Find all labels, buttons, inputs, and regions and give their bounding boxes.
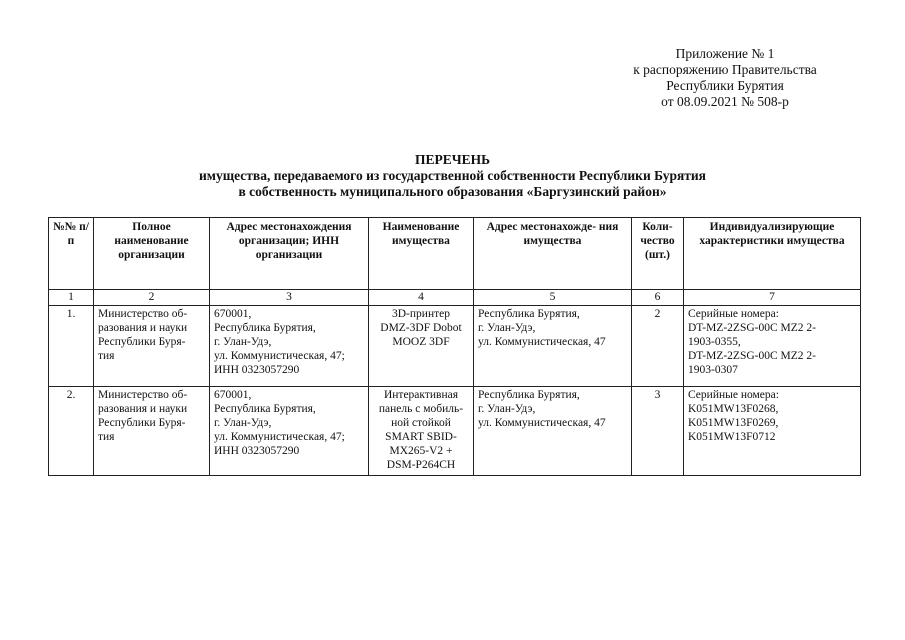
organization-cell: Министерство об- разования и науки Республики Буря- тия (94, 387, 210, 476)
header-cell-org: Полное наименование организации (94, 218, 210, 290)
quantity-cell: 2 (632, 306, 684, 387)
appendix-line: к распоряжению Правительства (633, 62, 817, 77)
appendix-line: Республики Бурятия (666, 78, 784, 93)
specs-cell: Серийные номера: K051MW13F0268, K051MW13F0269, K051MW13F0712 (684, 387, 861, 476)
item-name-cell: 3D-принтер DMZ-3DF Dobot MOOZ 3DF (369, 306, 474, 387)
organization-address-cell: 670001, Республика Бурятия, г. Улан-Удэ, ул. Коммунистическая, 47; ИНН 0323057290 (210, 306, 369, 387)
item-address-cell: Республика Бурятия, г. Улан-Удэ, ул. Коммунистическая, 47 (474, 387, 632, 476)
row-number: 1. (49, 306, 94, 387)
header-cell-item-address: Адрес местонахожде- ния имущества (474, 218, 632, 290)
column-number-row (49, 290, 861, 306)
column-number: 6 (632, 290, 684, 306)
row-number: 2. (49, 387, 94, 476)
title-line: в собственность муниципального образования «Баргузинский район» (238, 184, 667, 199)
appendix-line: Приложение № 1 (675, 46, 775, 61)
header-row (49, 218, 861, 290)
header-cell-specs: Индивидуализирующие характеристики имущества (684, 218, 861, 290)
organization-address-cell: 670001, Республика Бурятия, г. Улан-Удэ, ул. Коммунистическая, 47; ИНН 0323057290 (210, 387, 369, 476)
appendix-line: от 08.09.2021 № 508-р (661, 94, 789, 109)
column-number: 5 (474, 290, 632, 306)
column-number: 4 (369, 290, 474, 306)
item-address-cell: Республика Бурятия, г. Улан-Удэ, ул. Коммунистическая, 47 (474, 306, 632, 387)
item-name-cell: Интерактивная панель с мобиль- ной стойкой SMART SBID- MX265-V2 + DSM-P264CH (369, 387, 474, 476)
column-number: 7 (684, 290, 861, 306)
appendix-block (560, 46, 890, 110)
column-number: 3 (210, 290, 369, 306)
column-number: 2 (94, 290, 210, 306)
title-heading: ПЕРЕЧЕНЬ (414, 152, 491, 167)
header-cell-item: Наименование имущества (369, 218, 474, 290)
header-cell-qty: Коли- чество (шт.) (632, 218, 684, 290)
column-number: 1 (49, 290, 94, 306)
table-row (49, 306, 861, 387)
specs-cell: Серийные номера: DT-MZ-2ZSG-00C MZ2 2- 1903-0355, DT-MZ-2ZSG-00C MZ2 2- 1903-0307 (684, 306, 861, 387)
table-row (49, 387, 861, 476)
header-cell-org-address: Адрес местонахождения организации; ИНН организации (210, 218, 369, 290)
property-table (48, 217, 861, 476)
quantity-cell: 3 (632, 387, 684, 476)
document-title (0, 152, 905, 200)
title-line: имущества, передаваемого из государственной собственности Республики Бурятия (199, 168, 706, 183)
organization-cell: Министерство об- разования и науки Республики Буря- тия (94, 306, 210, 387)
header-cell-num: №№ п/п (49, 218, 94, 290)
